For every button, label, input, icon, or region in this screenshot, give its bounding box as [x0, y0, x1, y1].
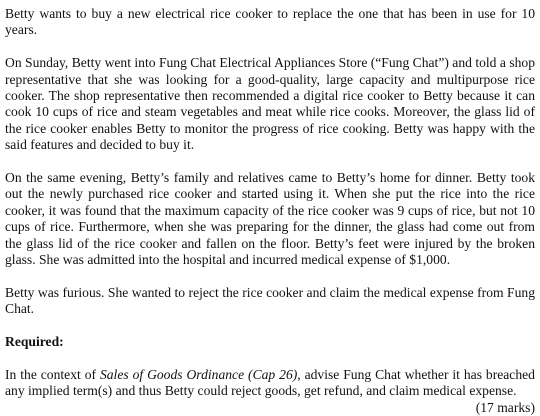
spacer: [5, 318, 535, 334]
paragraph-intro: Betty wants to buy a new electrical rice cooker to replace the one that has been in use for 10 years.: [5, 6, 535, 38]
question-prefix: In the context of: [5, 366, 100, 382]
spacer: [5, 350, 535, 366]
statute-name: Sales of Goods Ordinance (Cap 26): [99, 366, 298, 382]
required-heading: Required:: [5, 334, 64, 350]
paragraph-outcome: Betty was furious. She wanted to reject the rice cooker and claim the medical expense from Fung Chat.: [5, 284, 535, 317]
spacer: [5, 154, 535, 170]
spacer: [5, 39, 535, 55]
document-body: [5, 6, 535, 416]
paragraph-purchase: On Sunday, Betty went into Fung Chat Electrical Appliances Store (“Fung Chat”) and told a shop representative that she was looking for a good-quality, large capacity and multipurpose rice cooker. The shop representative then recommended a digital rice cooker to Betty because it can cook 10 cups of rice and steam vegetables and meat while rice cooks. Moreover, the glass lid of the rice cooker enables Betty to monitor the progress of rice cooking. Betty was happy with the said features and decided to buy it.: [5, 55, 535, 153]
spacer: [5, 268, 535, 284]
marks-label: (17 marks): [475, 399, 535, 415]
question-suffix: , advise Fung Chat whether it has breached any implied term(s) and thus Betty could reject goods, get refund, and claim medical expense.: [5, 366, 535, 399]
question-text: [5, 367, 535, 400]
paragraph-incident: On the same evening, Betty’s family and relatives came to Betty’s home for dinner. Betty took out the newly purchased rice cooker and started using it. When she put the rice into the rice cooker, it was found that the maximum capacity of the rice cooker was 9 cups of rice, but not 10 cups of rice. Furthermore, when she was preparing for the dinner, the glass had come out from the glass lid of the rice cooker and fallen on the floor. Betty’s feet were injured by the broken glass. She was admitted into the hospital and incurred medical expense of $1,000.: [5, 170, 535, 268]
